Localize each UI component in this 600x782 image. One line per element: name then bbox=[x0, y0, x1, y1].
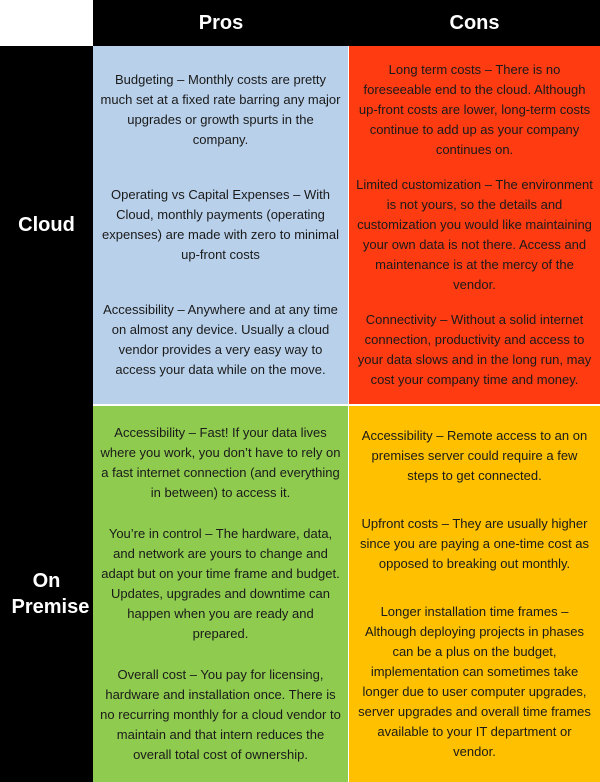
table-corner bbox=[0, 0, 93, 46]
cloud-pro-accessibility: Accessibility – Anywhere and at any time on almost any device. Usually a cloud vendor provides a very easy way to access your data while on the move. bbox=[103, 302, 338, 378]
premise-pro-accessibility: Accessibility – Fast! If your data lives where you work, you don’t have to rely on a fast internet connection (and everything in between) to access it. bbox=[100, 424, 341, 500]
cloud-pro-budgeting: Budgeting – Monthly costs are pretty much set at a fixed rate barring any major upgrades or growth spurts in the company. bbox=[100, 71, 341, 147]
pros-header: Pros bbox=[93, 0, 349, 46]
premise-pro-overall-cost: Overall cost – You pay for licensing, hardware and installation once. There is no recurring monthly for a cloud vendor to maintain and that intern reduces the overall total cost of ownership. bbox=[100, 667, 341, 763]
premise-con-accessibility: Accessibility – Remote access to an on premises server could require a few steps to get connected. bbox=[361, 428, 588, 483]
cloud-pro-operating-expenses: Operating vs Capital Expenses – With Cloud, monthly payments (operating expenses) are made with zero to minimal up-front costs bbox=[102, 186, 339, 262]
cloud-con-connectivity: Connectivity – Without a solid internet connection, productivity and access to your data slows and in the long run, may cost your company time and money. bbox=[357, 312, 592, 388]
premise-row-label-text: On Premise bbox=[11, 570, 90, 618]
premise-con-installation-time: Longer installation time frames – Although deploying projects in phases can be a plus on the budget, implementation can sometimes take longer due to user computer upgrades, server upgrades and overall time frames available to your IT department or vendor. bbox=[358, 604, 591, 759]
cloud-con-long-term-costs: Long term costs – There is no foreseeable end to the cloud. Although up-front costs are lower, long-term costs continue to add up as your company continues on. bbox=[358, 61, 591, 157]
premise-pro-control: You’re in control – The hardware, data, and network are yours to change and adapt but on your time frame and budget. Updates, upgrades and downtime can happen when you are ready and prepared. bbox=[101, 525, 340, 641]
premise-row-label bbox=[0, 404, 93, 782]
premise-cons-cell bbox=[349, 404, 600, 782]
cloud-con-limited-customization: Limited customization – The environment is not yours, so the details and customization you would like maintaining your own data is not there. Access and maintenance is at the mercy of the vendor. bbox=[356, 176, 593, 292]
cloud-cons-cell bbox=[349, 46, 600, 404]
premise-con-upfront-costs: Upfront costs – They are usually higher since you are paying a one-time cost as opposed to breaking out monthly. bbox=[359, 516, 590, 571]
cloud-row-label: Cloud bbox=[0, 46, 93, 404]
cons-header: Cons bbox=[349, 0, 600, 46]
cloud-pros-cell bbox=[93, 46, 349, 404]
premise-pros-cell bbox=[93, 404, 349, 782]
